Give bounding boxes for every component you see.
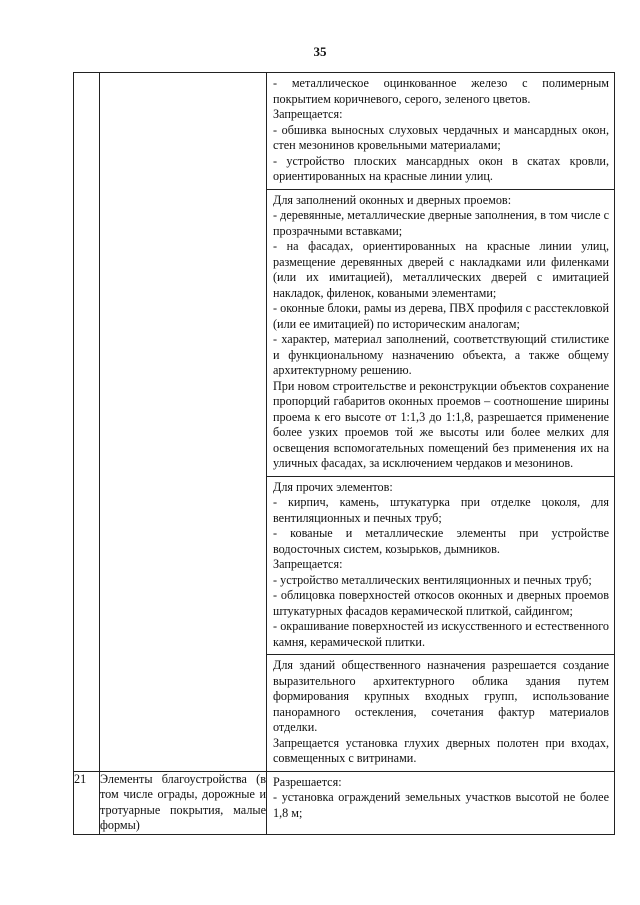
number-cell [74,73,100,772]
paragraph: - устройство металлических вентиляционных и печных труб; [273,572,592,587]
paragraph: Для заполнений оконных и дверных проемов: [273,192,512,207]
element-name: Элементы благоустройства (в том числе ограды, дорожные и тротуарные покрытия, малые формы) [100,771,266,832]
paragraph: Запрещается: [273,107,343,121]
paragraph: Для прочих элементов: [273,479,393,494]
page-number: 35 [313,44,327,59]
paragraph: - установка ограждений земельных участков высотой не более 1,8 м; [273,790,609,820]
paragraph: - металлическое оцинкованное железо с полимерным покрытием коричневого, серого, зеленого цветов. [273,76,609,106]
requirements-block-other-elements [267,476,614,655]
table-row-21 [74,771,615,834]
paragraph: - устройство плоских мансардных окон в скатах кровли, ориентированных на красные линии улиц. [273,153,609,183]
requirements-block-roofing [267,73,614,189]
regulations-table [73,72,615,835]
requirements-cell [267,73,615,772]
requirements-cell [267,771,615,834]
row-number: 21 [74,771,100,834]
paragraph: Запрещается установка глухих дверных полотен при входах, совмещенных с витринами. [273,735,609,765]
element-name-cell [100,73,267,772]
table-row-continuation [74,73,615,772]
paragraph: - облицовка поверхностей откосов оконных и дверных проемов штукатурных фасадов керамической плиткой, сайдингом; [273,588,609,618]
paragraph: Запрещается: [273,557,343,571]
paragraph: - кирпич, камень, штукатурка при отделке цоколя, для вентиляционных и печных труб; [273,495,609,525]
paragraph: Для зданий общественного назначения разрешается создание выразительного архитектурного облика здания путем формирования крупных входных групп, использование панорамного остекления, сочетания фактур материалов отделки. [273,658,609,734]
requirements-block-openings [267,189,614,476]
paragraph: - деревянные, металлические дверные заполнения, в том числе с прозрачными вставками; [273,208,609,238]
paragraph: - характер, материал заполнений, соответствующий стилистике и функциональному назначению объекта, а также общему архитектурному решению. [273,332,609,377]
paragraph: - оконные блоки, рамы из дерева, ПВХ профиля с расстекловкой (или ее имитацией) по историческим аналогам; [273,301,609,331]
requirements-block-landscaping [267,772,614,826]
requirements-block-public-buildings [267,654,614,771]
paragraph: Разрешается: [273,774,342,789]
paragraph: При новом строительстве и реконструкции объектов сохранение пропорций габаритов оконных проемов – соотношение ширины проема к его высоте от 1:1,3 до 1:1,8, разрешается применение более узких проемов той же высоты или более мелких для освещения вспомогательных помещений без применения их на уличных фасадах, за исключением чердаков и мезонинов. [273,378,609,470]
paragraph: - окрашивание поверхностей из искусственного и естественного камня, керамической плитки. [273,619,609,649]
paragraph: - на фасадах, ориентированных на красные линии улиц, размещение деревянных дверей с накладками или филенками (или их имитацией), металлических дверей с имитацией накладок, филенок, коваными элементами; [273,239,609,300]
paragraph: - обшивка выносных слуховых чердачных и мансардных окон, стен мезонинов кровельными материалами; [273,122,609,152]
paragraph: - кованые и металлические элементы при устройстве водосточных систем, козырьков, дымников. [273,526,609,556]
